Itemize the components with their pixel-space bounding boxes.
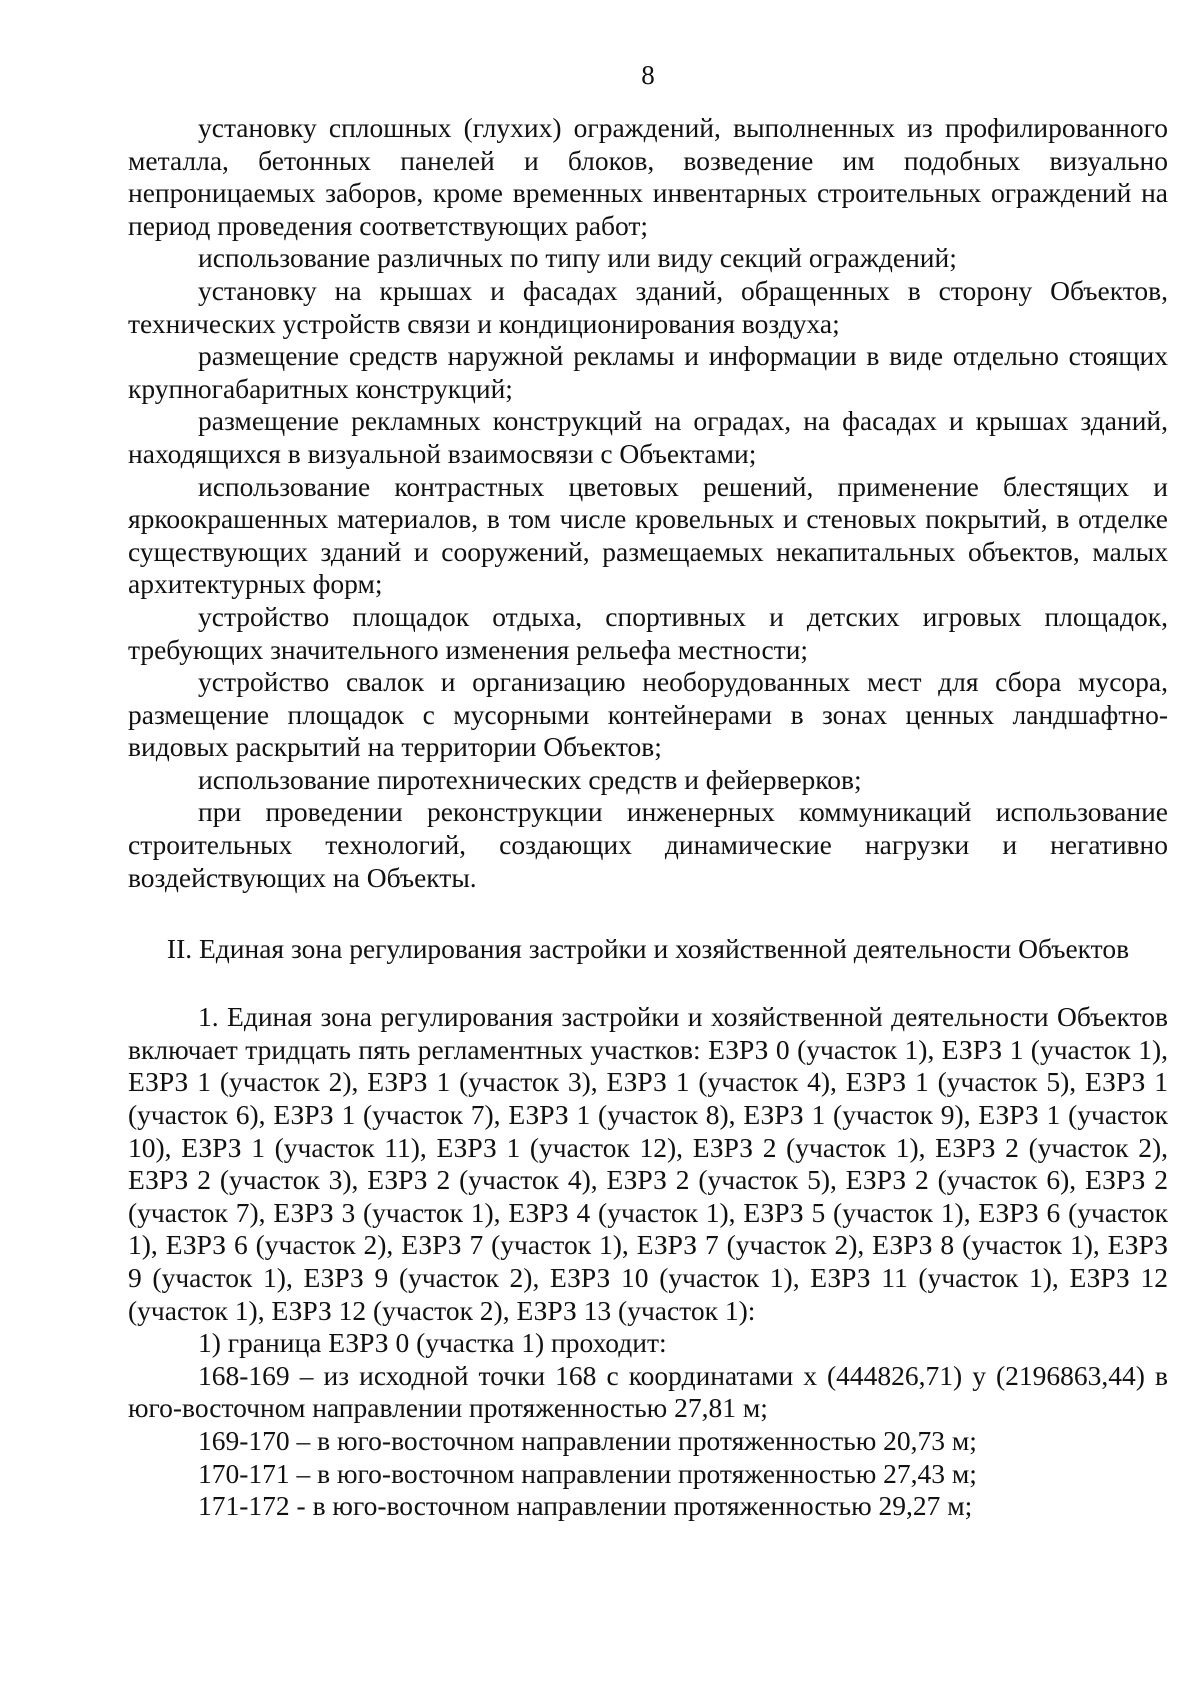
list-item: устройство площадок отдыха, спортивных и детских игровых площадок, требующих значительного изменения рельефа местности; [128,600,1168,665]
list-item: при проведении реконструкции инженерных коммуникаций использование строительных технологий, создающих динамические нагрузки и негативно воздействующих на Объекты. [128,796,1168,893]
boundary-segment: 169-170 – в юго-восточном направлении протяженностью 20,73 м; [198,1424,977,1456]
list-item: использование пиротехнических средств и фейерверков; [198,763,862,795]
page-number: 8 [641,60,655,90]
document-page [128,60,1168,1523]
list-item: размещение средств наружной рекламы и информации в виде отдельно стоящих крупногабаритных конструкций; [128,340,1168,404]
zone-description [128,1001,1168,1523]
list-item: установку на крышах и фасадах зданий, обращенных в сторону Объектов, технических устройств связи и кондиционирования воздуха; [128,274,1168,339]
boundary-segment: 170-171 – в юго-восточном направлении протяженностью 27,43 м; [198,1457,977,1489]
zone-intro-paragraph: 1. Единая зона регулирования застройки и хозяйственной деятельности Объектов включает тридцать пять регламентных участков: ЕЗРЗ 0 (участок 1), ЕЗРЗ 1 (участок 1), ЕЗРЗ 1 (участок 2), ЕЗРЗ 1 (участок 3), ЕЗРЗ 1 (участок 4), ЕЗРЗ 1 (участок 5), ЕЗРЗ 1 (участок 6), ЕЗРЗ 1 (участок 7), ЕЗРЗ 1 (участок 8), ЕЗРЗ 1 (участок 9), ЕЗРЗ 1 (участок 10), ЕЗРЗ 1 (участок 11), ЕЗРЗ 1 (участок 12), ЕЗРЗ 2 (участок 1), ЕЗРЗ 2 (участок 2), ЕЗРЗ 2 (участок 3), ЕЗРЗ 2 (участок 4), ЕЗРЗ 2 (участок 5), ЕЗРЗ 2 (участок 6), ЕЗРЗ 2 (участок 7), ЕЗРЗ 3 (участок 1), ЕЗРЗ 4 (участок 1), ЕЗРЗ 5 (участок 1), ЕЗРЗ 6 (участок 1), ЕЗРЗ 6 (участок 2), ЕЗРЗ 7 (участок 1), ЕЗРЗ 7 (участок 2), ЕЗРЗ 8 (участок 1), ЕЗРЗ 9 (участок 1), ЕЗРЗ 9 (участок 2), ЕЗРЗ 10 (участок 1), ЕЗРЗ 11 (участок 1), ЕЗРЗ 12 (участок 1), ЕЗРЗ 12 (участок 2), ЕЗРЗ 13 (участок 1): [128,1001,1168,1326]
section-heading: II. Единая зона регулирования застройки и хозяйственной деятельности Объектов [166,933,1130,965]
prohibitions-list [128,112,1168,894]
boundary-heading: 1) граница ЕЗРЗ 0 (участка 1) проходит: [198,1327,667,1359]
boundary-segment: 171-172 - в юго-восточном направлении протяженностью 29,27 м; [198,1490,973,1522]
list-item: использование контрастных цветовых решений, применение блестящих и яркоокрашенных материалов, в том числе кровельных и стеновых покрытий, в отделке существующих зданий и сооружений, размещаемых некапитальных объектов, малых архитектурных форм; [128,470,1168,600]
boundary-segment: 168-169 – из исходной точки 168 с координатами x (444826,71) y (2196863,44) в юго-восточном направлении протяженностью 27,81 м; [128,1359,1168,1424]
list-item: установку сплошных (глухих) ограждений, выполненных из профилированного металла, бетонных панелей и блоков, возведение им подобных визуально непроницаемых заборов, кроме временных инвентарных строительных ограждений на период проведения соответствующих работ; [128,112,1168,241]
list-item: устройство свалок и организацию необорудованных мест для сбора мусора, размещение площадок с мусорными контейнерами в зонах ценных ландшафтно-видовых раскрытий на территории Объектов; [128,666,1168,763]
list-item: использование различных по типу или виду секций ограждений; [198,242,957,274]
list-item: размещение рекламных конструкций на оградах, на фасадах и крышах зданий, находящихся в визуальной взаимосвязи с Объектами; [128,405,1168,469]
